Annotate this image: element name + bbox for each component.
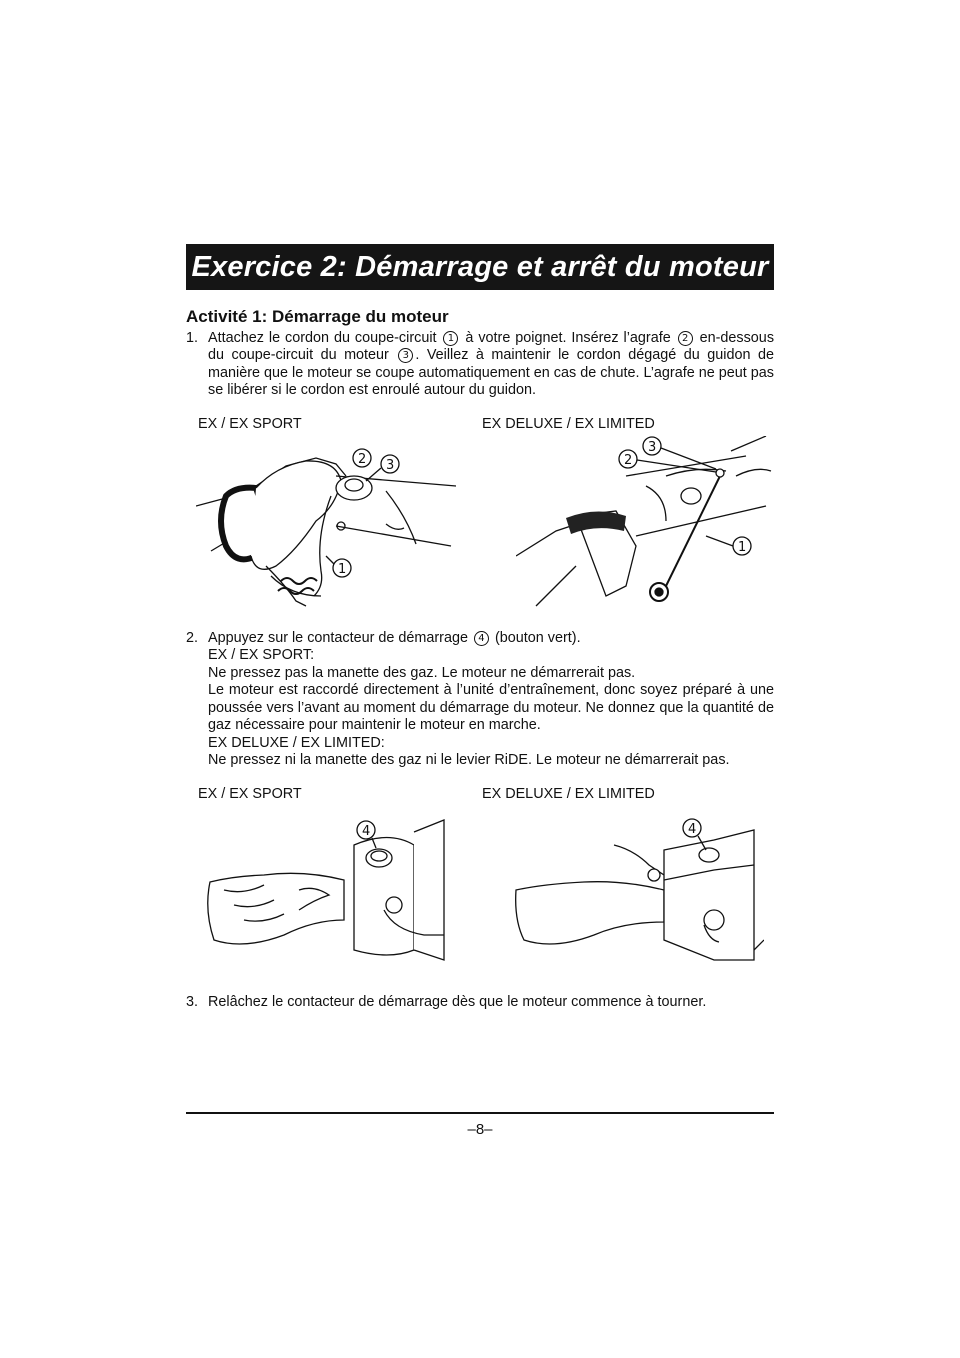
- figure-row-2: [186, 806, 774, 978]
- text-run: Attachez le cordon du coupe-circuit: [208, 329, 437, 346]
- callout-2-label: 2: [624, 452, 633, 468]
- step-line: EX / EX SPORT:: [208, 647, 315, 663]
- step-number: 2.: [186, 629, 199, 646]
- text-run: à votre poignet. Insérez l’agrafe: [465, 329, 671, 346]
- step-line: Ne pressez ni la manette des gaz ni le levier RiDE. Le moteur ne démarrerait pas.: [208, 752, 730, 768]
- step-text: [208, 630, 774, 648]
- callout-marker: 2: [678, 331, 693, 346]
- activity-title: Activité 1: Démarrage du moteur: [186, 307, 449, 326]
- callout-2-label: 2: [358, 451, 367, 467]
- main-content: [186, 308, 774, 1011]
- page-title: Exercice 2: Démarrage et arrêt du moteur: [191, 250, 769, 283]
- step-line: Le moteur est raccordé directement à l’unité d’entraînement, donc soyez préparé à une poussée vers l’avant au moment du démarrage du moteur. Ne donnez que la quantité de gaz nécessaire pour maintenir le moteur en marche.: [208, 682, 774, 733]
- illustration-start-switch-deluxe: [514, 810, 764, 982]
- figure-label-right: EX DELUXE / EX LIMITED: [482, 415, 655, 432]
- page-number: –8–: [467, 1121, 493, 1138]
- step-1: [186, 330, 774, 400]
- callout-1-label: 1: [338, 561, 347, 577]
- text-run: en-dessous du coupe-circuit du moteur: [208, 329, 775, 363]
- step-text: Relâchez le contacteur de démarrage dès que le moteur commence à tourner.: [208, 993, 707, 1010]
- text-run: Appuyez sur le contacteur de démarrage: [208, 629, 468, 646]
- callout-3-label: 3: [386, 457, 395, 473]
- step-2: [186, 630, 774, 770]
- step-line: Ne pressez pas la manette des gaz. Le moteur ne démarrerait pas.: [208, 664, 636, 681]
- step-number: 3.: [186, 993, 199, 1010]
- illustration-lanyard-ex: [196, 436, 456, 612]
- illustration-lanyard-deluxe: [516, 436, 776, 612]
- callout-marker: 4: [474, 631, 489, 646]
- callout-marker: 3: [398, 348, 413, 363]
- figure-labels-row-2: [186, 786, 774, 806]
- figure-label-right: EX DELUXE / EX LIMITED: [482, 785, 655, 802]
- step-3: [186, 994, 774, 1012]
- callout-3-label: 3: [648, 439, 657, 455]
- footer-divider: [186, 1112, 774, 1114]
- step-line: EX DELUXE / EX LIMITED:: [208, 734, 385, 751]
- figure-label-left: EX / EX SPORT: [198, 785, 302, 802]
- step-text: [208, 330, 774, 400]
- illustration-start-switch-ex: [204, 810, 454, 982]
- figure-row-1: [186, 436, 774, 612]
- figure-labels-row-1: [186, 416, 774, 436]
- callout-1-label: 1: [738, 539, 747, 555]
- text-run: (bouton vert).: [494, 629, 581, 646]
- step-number: 1.: [186, 329, 199, 346]
- callout-4-label: 4: [362, 823, 371, 839]
- callout-marker: 1: [443, 331, 458, 346]
- figure-label-left: EX / EX SPORT: [198, 415, 302, 432]
- callout-4-label: 4: [688, 821, 697, 837]
- text-run: . Veillez à maintenir le cordon dégagé du guidon de manière que le moteur se coupe automatiquement en cas de chute. L’agrafe ne peut pas se libérer si le cordon est enroulé autour du guidon.: [208, 347, 775, 398]
- title-banner: [186, 244, 774, 290]
